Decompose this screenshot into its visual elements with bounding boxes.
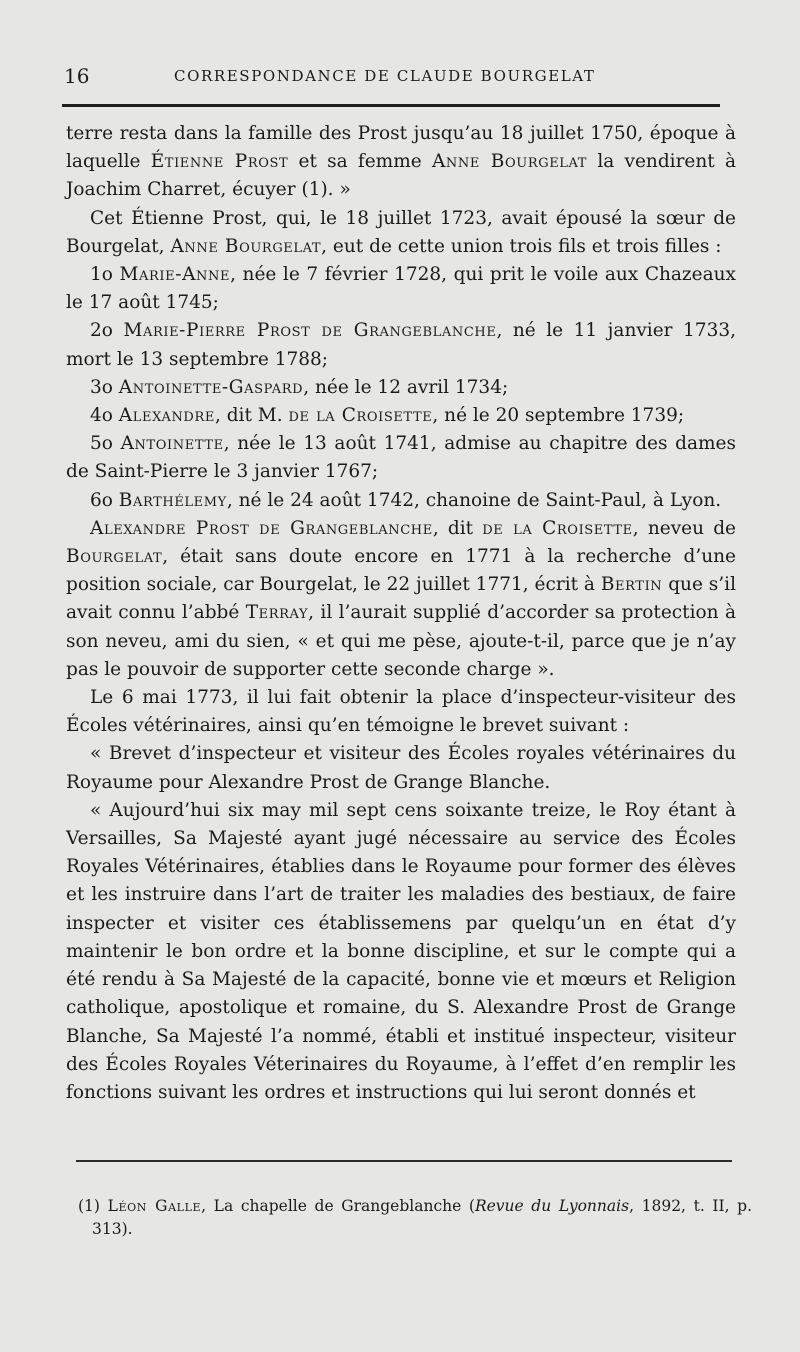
header-rule — [62, 104, 720, 107]
text-run: Cet Étienne Prost, qui, le 18 juillet 1723, avait épousé la sœur de Bourgelat, — [66, 207, 736, 257]
footnote-rule — [76, 1160, 732, 1162]
text-run: la vendirent à Joachim Charret, écuyer (1). » — [66, 151, 736, 201]
person-name: Barthélemy — [118, 489, 227, 511]
footnote-text — [78, 1195, 752, 1241]
person-name: Léon Galle — [107, 1197, 202, 1215]
text-run: , était sans doute encore en 1771 à la recherche d’une position sociale, car Bourgelat, le 22 juillet 1771, écrit à — [66, 546, 736, 596]
text-run: , né le 20 septembre 1739; — [432, 405, 685, 427]
item-number: 1o — [90, 264, 120, 286]
list-item — [66, 402, 736, 430]
person-name: Alexandre — [118, 405, 215, 427]
paragraph — [66, 205, 736, 261]
text-run: , La chapelle de Grangeblanche ( — [201, 1197, 475, 1215]
paragraph: Le 6 mai 1773, il lui fait obtenir la place d’inspecteur-visiteur des Écoles vétérinaires, ainsi qu’en témoigne le brevet suivant : — [66, 687, 736, 737]
list-item — [66, 374, 736, 402]
text-run: terre resta dans la famille des Prost jusqu’au 18 juillet 1750, époque à laquelle — [66, 123, 736, 173]
list-item — [66, 261, 736, 317]
list-item — [66, 487, 736, 515]
person-name: Étienne Prost — [150, 151, 289, 173]
item-number: 5o — [90, 433, 121, 455]
paragraph — [66, 515, 736, 684]
journal-title: Revue du Lyonnais — [474, 1197, 630, 1215]
person-name: Anne Bourgelat — [431, 151, 588, 173]
item-number: 6o — [90, 489, 119, 511]
person-name: Bertin — [600, 574, 663, 596]
footnote-marker: (1) — [78, 1197, 108, 1215]
text-run: , née le 7 février 1728, qui prit le voile aux Chazeaux le 17 août 1745; — [66, 264, 736, 314]
person-name: Alexandre Prost de Grangeblanche — [90, 517, 433, 539]
text-run: , neveu de — [632, 517, 736, 539]
person-name: de la Croisette — [288, 405, 433, 427]
person-name: Bourgelat — [66, 546, 163, 568]
body-text — [66, 120, 736, 1107]
text-run: que s’il avait connu l’abbé — [66, 574, 736, 624]
person-name: Marie-Anne — [119, 264, 231, 286]
page-number: 16 — [64, 64, 90, 88]
person-name: Marie-Pierre Prost de Grangeblanche — [123, 320, 497, 342]
footnote — [78, 1195, 752, 1241]
text-run: , eut de cette union trois fils et trois filles : — [321, 235, 722, 257]
text-run: , né le 24 août 1742, chanoine de Saint-Paul, à Lyon. — [226, 489, 722, 511]
list-item — [66, 317, 736, 373]
text-run: , née le 13 août 1741, admise au chapitre des dames de Saint-Pierre le 3 janvier 1767; — [66, 433, 736, 483]
paragraph: « Aujourd’hui six may mil sept cens soixante treize, le Roy étant à Versailles, Sa Majesté ayant jugé nécessaire au service des Écoles Royales Vétérinaires, établies dans le Royaume pour former des élèves et les instruire dans l’art de traiter les maladies des bestiaux, de faire inspecter et visiter ces établissemens par quelqu’un en état d’y maintenir le bon ordre et la bonne discipline, et sur le compte qui a été rendu à Sa Majesté de la capacité, bonne vie et mœurs et Religion catholique, apostolique et romaine, du S. Alexandre Prost de Grange Blanche, Sa Majesté l’a nommé, établi et institué inspecteur, visiteur des Écoles Royales Véterinaires du Royaume, à l’effet d’en remplir les fonctions suivant les ordres et instructions qui lui seront donnés et — [66, 799, 736, 1103]
running-title: CORRESPONDANCE DE CLAUDE BOURGELAT — [174, 67, 596, 85]
list-item — [66, 430, 736, 486]
person-name: Antoinette — [120, 433, 224, 455]
person-name: de la Croisette — [482, 517, 633, 539]
item-number: 2o — [90, 320, 124, 342]
text-run: , 1892, t. II, p. 313). — [92, 1197, 752, 1238]
page-header — [64, 58, 720, 92]
item-number: 4o — [90, 405, 119, 427]
paragraph: « Brevet d’inspecteur et visiteur des Écoles royales vétérinaires du Royaume pour Alexandre Prost de Grange Blanche. — [66, 743, 736, 793]
person-name: Anne Bourgelat — [170, 235, 322, 257]
person-name: Terray — [245, 602, 309, 624]
text-run: et sa femme — [288, 151, 432, 173]
text-run: , dit — [432, 517, 483, 539]
paragraph — [66, 120, 736, 205]
text-run: , dit M. — [214, 405, 289, 427]
item-number: 3o — [90, 376, 119, 398]
text-run: , il l’aurait supplié d’accorder sa protection à son neveu, ami du sien, « et qui me pèse, ajoute-t-il, parce que je n’ay pas le pouvoir de supporter cette seconde charge ». — [66, 602, 736, 680]
text-run: , né le 11 janvier 1733, mort le 13 septembre 1788; — [66, 320, 737, 370]
text-run: , née le 12 avril 1734; — [303, 376, 509, 398]
person-name: Antoinette-Gaspard — [118, 376, 304, 398]
